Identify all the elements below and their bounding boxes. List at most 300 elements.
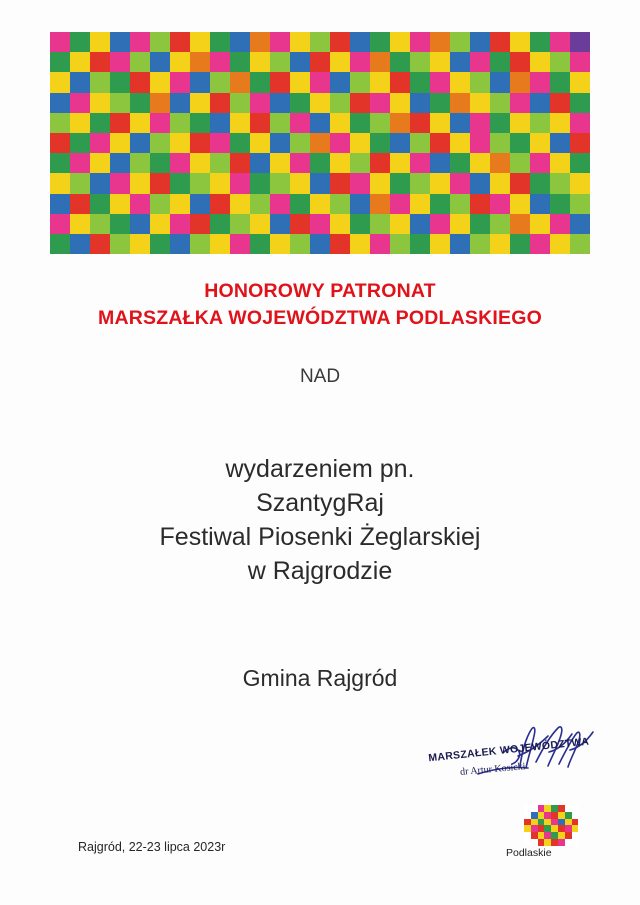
mosaic-cell: [550, 52, 570, 72]
mosaic-cell: [570, 133, 590, 153]
mosaic-cell: [50, 153, 70, 173]
mosaic-cell: [450, 93, 470, 113]
mosaic-cell: [410, 194, 430, 214]
mosaic-cell: [190, 173, 210, 193]
mosaic-cell: [190, 32, 210, 52]
mosaic-cell: [470, 214, 490, 234]
mosaic-cell: [230, 32, 250, 52]
mosaic-cell: [230, 93, 250, 113]
mosaic-cell: [430, 194, 450, 214]
mosaic-cell: [510, 52, 530, 72]
mosaic-cell: [210, 113, 230, 133]
logo-mosaic-cell: [551, 805, 558, 812]
mosaic-cell: [150, 133, 170, 153]
mosaic-cell: [490, 32, 510, 52]
mosaic-cell: [170, 234, 190, 254]
mosaic-cell: [250, 93, 270, 113]
mosaic-cell: [470, 194, 490, 214]
mosaic-cell: [150, 214, 170, 234]
mosaic-cell: [50, 93, 70, 113]
logo-mosaic-cell: [558, 805, 565, 812]
mosaic-cell: [390, 173, 410, 193]
mosaic-cell: [110, 52, 130, 72]
mosaic-cell: [450, 72, 470, 92]
mosaic-cell: [350, 173, 370, 193]
mosaic-cell: [270, 113, 290, 133]
mosaic-cell: [490, 214, 510, 234]
logo-mosaic-cell: [572, 825, 579, 832]
mosaic-cell: [230, 133, 250, 153]
mosaic-cell: [290, 72, 310, 92]
logo-mosaic-cell: [558, 832, 565, 839]
logo-mosaic-cell: [544, 812, 551, 819]
mosaic-cell: [110, 194, 130, 214]
mosaic-cell: [530, 93, 550, 113]
mosaic-cell: [550, 113, 570, 133]
logo-mosaic-cell: [565, 812, 572, 819]
mosaic-cell: [170, 133, 190, 153]
mosaic-cell: [230, 113, 250, 133]
mosaic-cell: [270, 32, 290, 52]
mosaic-cell: [310, 93, 330, 113]
mosaic-cell: [490, 173, 510, 193]
mosaic-cell: [70, 153, 90, 173]
mosaic-cell: [250, 113, 270, 133]
honorary-patronage-heading: [0, 278, 640, 332]
mosaic-cell: [110, 234, 130, 254]
mosaic-cell: [50, 72, 70, 92]
logo-mosaic-cell: [544, 805, 551, 812]
mosaic-cell: [350, 214, 370, 234]
mosaic-cell: [570, 32, 590, 52]
mosaic-cell: [370, 32, 390, 52]
mosaic-cell: [430, 32, 450, 52]
mosaic-cell: [470, 32, 490, 52]
mosaic-cell: [570, 52, 590, 72]
mosaic-cell: [290, 133, 310, 153]
logo-mosaic-cell: [565, 832, 572, 839]
mosaic-cell: [350, 234, 370, 254]
logo-mosaic-cell: [524, 832, 531, 839]
mosaic-cell: [70, 173, 90, 193]
mosaic-cell: [230, 173, 250, 193]
mosaic-cell: [450, 113, 470, 133]
mosaic-cell: [430, 214, 450, 234]
mosaic-cell: [570, 194, 590, 214]
mosaic-cell: [430, 93, 450, 113]
mosaic-cell: [370, 194, 390, 214]
mosaic-cell: [190, 133, 210, 153]
mosaic-cell: [50, 113, 70, 133]
logo-mosaic-cell: [551, 839, 558, 846]
mosaic-cell: [490, 234, 510, 254]
mosaic-cell: [510, 133, 530, 153]
mosaic-cell: [270, 234, 290, 254]
mosaic-banner: [50, 32, 590, 254]
mosaic-cell: [490, 133, 510, 153]
mosaic-cell: [350, 72, 370, 92]
mosaic-cell: [330, 214, 350, 234]
mosaic-cell: [510, 72, 530, 92]
mosaic-cell: [390, 93, 410, 113]
mosaic-cell: [150, 52, 170, 72]
logo-mosaic-cell: [524, 839, 531, 846]
mosaic-cell: [530, 194, 550, 214]
mosaic-cell: [210, 234, 230, 254]
mosaic-cell: [310, 194, 330, 214]
mosaic-cell: [410, 133, 430, 153]
mosaic-cell: [310, 133, 330, 153]
mosaic-cell: [290, 32, 310, 52]
organizer-name: Gmina Rajgród: [242, 665, 398, 691]
mosaic-cell: [210, 173, 230, 193]
mosaic-cell: [90, 72, 110, 92]
mosaic-cell: [290, 194, 310, 214]
mosaic-cell: [270, 52, 290, 72]
mosaic-cell: [170, 32, 190, 52]
mosaic-cell: [310, 52, 330, 72]
mosaic-cell: [390, 113, 410, 133]
mosaic-cell: [570, 173, 590, 193]
mosaic-cell: [70, 194, 90, 214]
mosaic-cell: [410, 52, 430, 72]
logo-mosaic-cell: [572, 839, 579, 846]
logo-mosaic-cell: [551, 832, 558, 839]
mosaic-cell: [130, 113, 150, 133]
mosaic-cell: [110, 93, 130, 113]
mosaic-cell: [290, 113, 310, 133]
mosaic-cell: [70, 214, 90, 234]
mosaic-cell: [110, 72, 130, 92]
mosaic-cell: [270, 153, 290, 173]
mosaic-cell: [550, 234, 570, 254]
mosaic-cell: [250, 133, 270, 153]
mosaic-cell: [470, 133, 490, 153]
mosaic-cell: [530, 173, 550, 193]
mosaic-cell: [110, 113, 130, 133]
mosaic-cell: [370, 173, 390, 193]
logo-mosaic-cell: [531, 825, 538, 832]
mosaic-cell: [290, 173, 310, 193]
mosaic-cell: [410, 93, 430, 113]
logo-mosaic-cell: [572, 812, 579, 819]
logo-mosaic-cell: [565, 839, 572, 846]
mosaic-cell: [370, 93, 390, 113]
mosaic-cell: [510, 214, 530, 234]
mosaic-cell: [550, 32, 570, 52]
mosaic-cell: [130, 173, 150, 193]
mosaic-cell: [410, 153, 430, 173]
mosaic-cell: [490, 52, 510, 72]
mosaic-cell: [530, 133, 550, 153]
mosaic-cell: [370, 234, 390, 254]
mosaic-cell: [310, 214, 330, 234]
mosaic-cell: [450, 214, 470, 234]
mosaic-cell: [530, 214, 550, 234]
mosaic-cell: [530, 72, 550, 92]
mosaic-cell: [270, 173, 290, 193]
mosaic-cell: [490, 93, 510, 113]
mosaic-cell: [310, 234, 330, 254]
mosaic-cell: [190, 52, 210, 72]
mosaic-cell: [90, 153, 110, 173]
mosaic-cell: [210, 32, 230, 52]
mosaic-cell: [270, 93, 290, 113]
signature-title: MARSZAŁEK WOJEWÓDZTWA: [427, 735, 590, 765]
mosaic-cell: [430, 113, 450, 133]
mosaic-cell: [290, 153, 310, 173]
mosaic-cell: [470, 113, 490, 133]
podlaskie-logo-mosaic: [524, 805, 579, 847]
mosaic-cell: [90, 32, 110, 52]
logo-mosaic-cell: [558, 839, 565, 846]
mosaic-cell: [310, 32, 330, 52]
mosaic-cell: [390, 194, 410, 214]
mosaic-cell: [530, 113, 550, 133]
mosaic-cell: [450, 234, 470, 254]
mosaic-cell: [130, 194, 150, 214]
mosaic-cell: [310, 72, 330, 92]
mosaic-cell: [370, 113, 390, 133]
mosaic-cell: [230, 72, 250, 92]
mosaic-cell: [410, 113, 430, 133]
mosaic-cell: [150, 93, 170, 113]
mosaic-cell: [170, 52, 190, 72]
mosaic-cell: [250, 214, 270, 234]
logo-mosaic-cell: [531, 819, 538, 826]
mosaic-cell: [110, 133, 130, 153]
mosaic-cell: [350, 194, 370, 214]
mosaic-cell: [410, 72, 430, 92]
mosaic-cell: [390, 214, 410, 234]
honorary-patronage-line-1: HONOROWY PATRONAT: [204, 280, 436, 302]
mosaic-cell: [150, 234, 170, 254]
mosaic-cell: [210, 93, 230, 113]
mosaic-cell: [50, 133, 70, 153]
logo-mosaic-cell: [524, 812, 531, 819]
logo-mosaic-cell: [531, 805, 538, 812]
mosaic-cell: [490, 194, 510, 214]
mosaic-cell: [410, 32, 430, 52]
signature-block: [418, 722, 608, 792]
mosaic-cell: [510, 93, 530, 113]
mosaic-cell: [550, 173, 570, 193]
logo-mosaic-cell: [538, 825, 545, 832]
event-line-2: SzantygRaj: [256, 489, 384, 517]
mosaic-cell: [530, 52, 550, 72]
mosaic-cell: [330, 234, 350, 254]
mosaic-cell: [110, 153, 130, 173]
mosaic-cell: [330, 93, 350, 113]
mosaic-cell: [150, 113, 170, 133]
mosaic-cell: [110, 214, 130, 234]
mosaic-cell: [250, 234, 270, 254]
mosaic-cell: [70, 32, 90, 52]
mosaic-cell: [390, 32, 410, 52]
mosaic-cell: [210, 214, 230, 234]
mosaic-cell: [310, 153, 330, 173]
mosaic-cell: [90, 113, 110, 133]
logo-mosaic-cell: [538, 812, 545, 819]
mosaic-cell: [190, 153, 210, 173]
mosaic-cell: [330, 153, 350, 173]
mosaic-cell: [570, 214, 590, 234]
mosaic-cell: [450, 173, 470, 193]
mosaic-cell: [190, 113, 210, 133]
logo-mosaic-cell: [538, 805, 545, 812]
mosaic-cell: [130, 93, 150, 113]
mosaic-cell: [70, 72, 90, 92]
mosaic-cell: [430, 234, 450, 254]
mosaic-cell: [510, 32, 530, 52]
mosaic-cell: [350, 93, 370, 113]
logo-mosaic-cell: [558, 812, 565, 819]
mosaic-cell: [510, 173, 530, 193]
logo-mosaic-cell: [565, 805, 572, 812]
mosaic-cell: [490, 153, 510, 173]
mosaic-cell: [230, 52, 250, 72]
logo-mosaic-cell: [531, 832, 538, 839]
mosaic-cell: [270, 72, 290, 92]
mosaic-cell: [390, 133, 410, 153]
logo-mosaic-cell: [565, 825, 572, 832]
mosaic-cell: [290, 214, 310, 234]
mosaic-cell: [70, 113, 90, 133]
mosaic-cell: [530, 234, 550, 254]
mosaic-cell: [190, 214, 210, 234]
logo-mosaic-cell: [572, 832, 579, 839]
mosaic-cell: [470, 93, 490, 113]
mosaic-cell: [430, 72, 450, 92]
logo-mosaic-cell: [551, 812, 558, 819]
mosaic-cell: [450, 133, 470, 153]
mosaic-cell: [130, 72, 150, 92]
logo-mosaic-cell: [544, 819, 551, 826]
mosaic-cell: [550, 214, 570, 234]
mosaic-cell: [430, 133, 450, 153]
mosaic-cell: [410, 173, 430, 193]
mosaic-cell: [290, 234, 310, 254]
mosaic-cell: [190, 194, 210, 214]
logo-mosaic-cell: [544, 839, 551, 846]
mosaic-cell: [470, 52, 490, 72]
mosaic-cell: [430, 52, 450, 72]
mosaic-cell: [570, 72, 590, 92]
mosaic-cell: [90, 173, 110, 193]
mosaic-cell: [470, 153, 490, 173]
mosaic-cell: [450, 32, 470, 52]
mosaic-cell: [150, 153, 170, 173]
preposition-nad: NAD: [299, 366, 341, 387]
mosaic-cell: [190, 234, 210, 254]
logo-mosaic-cell: [572, 819, 579, 826]
mosaic-cell: [130, 234, 150, 254]
mosaic-cell: [390, 72, 410, 92]
mosaic-cell: [450, 52, 470, 72]
honorary-patronage-line-2: MARSZAŁKA WOJEWÓDZTWA PODLASKIEGO: [98, 307, 542, 329]
mosaic-cell: [210, 133, 230, 153]
mosaic-cell: [130, 153, 150, 173]
mosaic-cell: [150, 32, 170, 52]
mosaic-cell: [170, 214, 190, 234]
mosaic-cell: [210, 153, 230, 173]
logo-mosaic-cell: [558, 825, 565, 832]
event-line-4: w Rajgrodzie: [247, 557, 393, 585]
mosaic-cell: [170, 194, 190, 214]
mosaic-cell: [550, 133, 570, 153]
mosaic-cell: [450, 153, 470, 173]
mosaic-cell: [410, 214, 430, 234]
mosaic-cell: [230, 153, 250, 173]
event-line-3: Festiwal Piosenki Żeglarskiej: [159, 523, 481, 551]
mosaic-cell: [190, 72, 210, 92]
logo-mosaic-cell: [572, 805, 579, 812]
mosaic-cell: [570, 153, 590, 173]
mosaic-cell: [510, 113, 530, 133]
mosaic-cell: [350, 113, 370, 133]
mosaic-cell: [290, 52, 310, 72]
mosaic-cell: [350, 133, 370, 153]
mosaic-cell: [170, 72, 190, 92]
mosaic-cell: [170, 93, 190, 113]
mosaic-cell: [330, 133, 350, 153]
mosaic-cell: [210, 72, 230, 92]
mosaic-cell: [130, 214, 150, 234]
mosaic-cell: [550, 194, 570, 214]
mosaic-cell: [410, 234, 430, 254]
mosaic-cell: [530, 153, 550, 173]
mosaic-cell: [330, 72, 350, 92]
mosaic-cell: [530, 32, 550, 52]
mosaic-cell: [110, 32, 130, 52]
mosaic-cell: [370, 72, 390, 92]
place-and-date: Rajgród, 22-23 lipca 2023r: [78, 840, 226, 854]
mosaic-cell: [510, 194, 530, 214]
mosaic-cell: [490, 113, 510, 133]
mosaic-cell: [390, 153, 410, 173]
mosaic-cell: [270, 194, 290, 214]
mosaic-cell: [90, 214, 110, 234]
mosaic-cell: [550, 153, 570, 173]
mosaic-cell: [130, 133, 150, 153]
event-line-1: wydarzeniem pn.: [225, 455, 415, 483]
mosaic-cell: [50, 194, 70, 214]
mosaic-cell: [370, 52, 390, 72]
mosaic-cell: [150, 194, 170, 214]
mosaic-cell: [390, 52, 410, 72]
mosaic-cell: [550, 72, 570, 92]
logo-mosaic-cell: [565, 819, 572, 826]
mosaic-cell: [90, 93, 110, 113]
logo-mosaic-cell: [524, 825, 531, 832]
mosaic-cell: [250, 173, 270, 193]
logo-mosaic-cell: [531, 839, 538, 846]
mosaic-cell: [370, 153, 390, 173]
mosaic-cell: [50, 173, 70, 193]
mosaic-cell: [550, 93, 570, 113]
mosaic-cell: [370, 214, 390, 234]
mosaic-cell: [330, 173, 350, 193]
mosaic-cell: [50, 32, 70, 52]
mosaic-cell: [150, 173, 170, 193]
mosaic-cell: [90, 52, 110, 72]
mosaic-cell: [330, 32, 350, 52]
mosaic-cell: [230, 194, 250, 214]
podlaskie-logo-label: Podlaskie: [506, 847, 552, 859]
mosaic-cell: [70, 93, 90, 113]
mosaic-cell: [130, 52, 150, 72]
mosaic-cell: [90, 133, 110, 153]
